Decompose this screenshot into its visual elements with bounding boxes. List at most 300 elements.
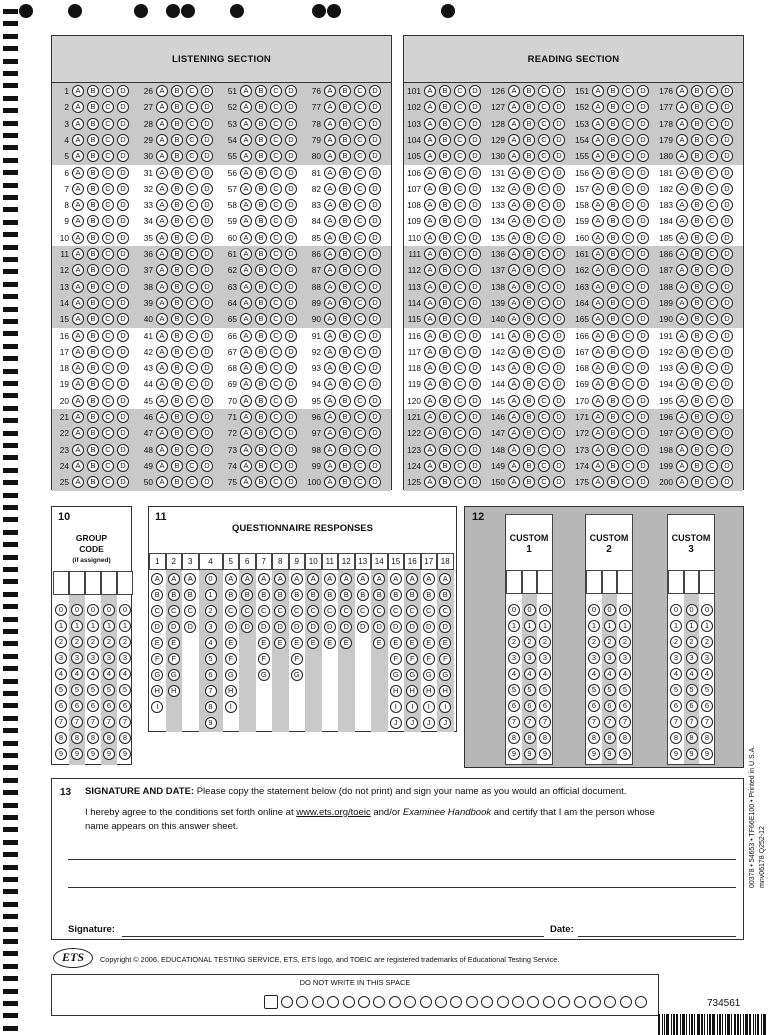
- answer-bubble-c[interactable]: C: [270, 476, 282, 488]
- answer-bubble-d[interactable]: D: [721, 297, 733, 309]
- response-bubble[interactable]: E: [151, 637, 163, 649]
- answer-bubble-a[interactable]: A: [424, 460, 436, 472]
- answer-bubble-a[interactable]: A: [676, 150, 688, 162]
- answer-bubble-a[interactable]: A: [592, 101, 604, 113]
- response-bubble[interactable]: C: [439, 605, 451, 617]
- response-bubble[interactable]: C: [340, 605, 352, 617]
- code-digit-bubble[interactable]: 1: [55, 620, 67, 632]
- answer-bubble-a[interactable]: A: [156, 264, 168, 276]
- answer-bubble-b[interactable]: B: [339, 150, 351, 162]
- answer-bubble-c[interactable]: C: [706, 232, 718, 244]
- answer-bubble-c[interactable]: C: [622, 118, 634, 130]
- custom-digit-bubble[interactable]: 5: [588, 684, 600, 696]
- response-bubble[interactable]: E: [373, 637, 385, 649]
- answer-bubble-c[interactable]: C: [102, 411, 114, 423]
- answer-bubble-c[interactable]: C: [538, 118, 550, 130]
- answer-bubble-c[interactable]: C: [622, 427, 634, 439]
- code-digit-bubble[interactable]: 4: [87, 668, 99, 680]
- custom-digit-bubble[interactable]: 7: [604, 716, 616, 728]
- custom-digit-bubble[interactable]: 2: [508, 636, 520, 648]
- answer-bubble-c[interactable]: C: [102, 395, 114, 407]
- answer-bubble-b[interactable]: B: [691, 346, 703, 358]
- response-bubble[interactable]: B: [225, 589, 237, 601]
- answer-bubble-d[interactable]: D: [553, 281, 565, 293]
- answer-bubble-b[interactable]: B: [87, 85, 99, 97]
- answer-bubble-a[interactable]: A: [240, 460, 252, 472]
- answer-bubble-b[interactable]: B: [339, 281, 351, 293]
- response-bubble[interactable]: F: [406, 653, 418, 665]
- answer-bubble-d[interactable]: D: [201, 215, 213, 227]
- answer-bubble-a[interactable]: A: [508, 346, 520, 358]
- answer-bubble-d[interactable]: D: [201, 264, 213, 276]
- answer-bubble-a[interactable]: A: [508, 118, 520, 130]
- response-bubble[interactable]: A: [307, 573, 319, 585]
- answer-bubble-a[interactable]: A: [324, 215, 336, 227]
- answer-bubble-d[interactable]: D: [721, 134, 733, 146]
- answer-bubble-a[interactable]: A: [424, 264, 436, 276]
- answer-bubble-c[interactable]: C: [186, 281, 198, 293]
- answer-bubble-d[interactable]: D: [117, 411, 129, 423]
- answer-bubble-c[interactable]: C: [454, 444, 466, 456]
- answer-bubble-d[interactable]: D: [201, 167, 213, 179]
- answer-bubble-b[interactable]: B: [339, 411, 351, 423]
- answer-bubble-d[interactable]: D: [117, 427, 129, 439]
- answer-bubble-a[interactable]: A: [72, 150, 84, 162]
- answer-bubble-d[interactable]: D: [285, 199, 297, 211]
- answer-bubble-c[interactable]: C: [270, 411, 282, 423]
- answer-bubble-c[interactable]: C: [102, 85, 114, 97]
- custom-digit-bubble[interactable]: 8: [701, 732, 713, 744]
- custom-digit-bubble[interactable]: 8: [524, 732, 536, 744]
- answer-bubble-b[interactable]: B: [255, 248, 267, 260]
- answer-bubble-c[interactable]: C: [186, 183, 198, 195]
- answer-bubble-d[interactable]: D: [117, 313, 129, 325]
- answer-bubble-c[interactable]: C: [538, 313, 550, 325]
- answer-bubble-a[interactable]: A: [240, 444, 252, 456]
- answer-bubble-b[interactable]: B: [87, 199, 99, 211]
- answer-bubble-d[interactable]: D: [637, 362, 649, 374]
- answer-bubble-b[interactable]: B: [691, 199, 703, 211]
- answer-bubble-c[interactable]: C: [270, 362, 282, 374]
- response-bubble[interactable]: J: [390, 717, 402, 729]
- answer-bubble-a[interactable]: A: [676, 183, 688, 195]
- answer-bubble-a[interactable]: A: [324, 313, 336, 325]
- answer-bubble-b[interactable]: B: [691, 444, 703, 456]
- answer-bubble-d[interactable]: D: [553, 85, 565, 97]
- code-digit-bubble[interactable]: 0: [103, 604, 115, 616]
- answer-bubble-d[interactable]: D: [637, 248, 649, 260]
- custom-digit-bubble[interactable]: 2: [701, 636, 713, 648]
- code-digit-bubble[interactable]: 9: [103, 748, 115, 760]
- answer-bubble-c[interactable]: C: [706, 378, 718, 390]
- answer-bubble-a[interactable]: A: [324, 444, 336, 456]
- answer-bubble-b[interactable]: B: [523, 199, 535, 211]
- answer-bubble-c[interactable]: C: [102, 167, 114, 179]
- response-bubble[interactable]: C: [357, 605, 369, 617]
- answer-bubble-c[interactable]: C: [354, 167, 366, 179]
- response-bubble[interactable]: C: [373, 605, 385, 617]
- answer-bubble-a[interactable]: A: [592, 444, 604, 456]
- answer-bubble-d[interactable]: D: [201, 330, 213, 342]
- answer-bubble-c[interactable]: C: [454, 101, 466, 113]
- response-bubble[interactable]: B: [439, 589, 451, 601]
- answer-bubble-b[interactable]: B: [255, 395, 267, 407]
- answer-bubble-b[interactable]: B: [523, 411, 535, 423]
- custom-digit-bubble[interactable]: 5: [686, 684, 698, 696]
- answer-bubble-a[interactable]: A: [240, 330, 252, 342]
- answer-bubble-d[interactable]: D: [369, 378, 381, 390]
- custom-digit-bubble[interactable]: 6: [701, 700, 713, 712]
- custom-digit-bubble[interactable]: 9: [524, 748, 536, 760]
- answer-bubble-b[interactable]: B: [255, 378, 267, 390]
- answer-bubble-d[interactable]: D: [369, 101, 381, 113]
- answer-bubble-b[interactable]: B: [339, 101, 351, 113]
- answer-bubble-c[interactable]: C: [538, 264, 550, 276]
- copy-line-2[interactable]: [68, 887, 736, 888]
- answer-bubble-b[interactable]: B: [87, 248, 99, 260]
- custom-digit-bubble[interactable]: 1: [539, 620, 551, 632]
- answer-bubble-d[interactable]: D: [117, 476, 129, 488]
- answer-bubble-a[interactable]: A: [508, 150, 520, 162]
- answer-bubble-d[interactable]: D: [369, 476, 381, 488]
- response-bubble[interactable]: D: [324, 621, 336, 633]
- answer-bubble-d[interactable]: D: [637, 476, 649, 488]
- answer-bubble-d[interactable]: D: [469, 444, 481, 456]
- answer-bubble-a[interactable]: A: [676, 346, 688, 358]
- answer-bubble-b[interactable]: B: [523, 281, 535, 293]
- answer-bubble-c[interactable]: C: [706, 281, 718, 293]
- answer-bubble-b[interactable]: B: [339, 167, 351, 179]
- answer-bubble-a[interactable]: A: [592, 134, 604, 146]
- answer-bubble-c[interactable]: C: [186, 215, 198, 227]
- answer-bubble-b[interactable]: B: [439, 101, 451, 113]
- response-bubble[interactable]: E: [324, 637, 336, 649]
- custom-digit-bubble[interactable]: 3: [604, 652, 616, 664]
- answer-bubble-b[interactable]: B: [607, 395, 619, 407]
- code-digit-bubble[interactable]: 1: [103, 620, 115, 632]
- answer-bubble-c[interactable]: C: [538, 378, 550, 390]
- answer-bubble-b[interactable]: B: [439, 378, 451, 390]
- answer-bubble-c[interactable]: C: [186, 118, 198, 130]
- answer-bubble-c[interactable]: C: [706, 264, 718, 276]
- custom-digit-bubble[interactable]: 4: [701, 668, 713, 680]
- answer-bubble-c[interactable]: C: [270, 444, 282, 456]
- answer-bubble-d[interactable]: D: [369, 281, 381, 293]
- response-bubble[interactable]: E: [439, 637, 451, 649]
- response-bubble[interactable]: F: [168, 653, 180, 665]
- custom-digit-bubble[interactable]: 4: [670, 668, 682, 680]
- response-bubble[interactable]: H: [168, 685, 180, 697]
- answer-bubble-d[interactable]: D: [637, 167, 649, 179]
- answer-bubble-d[interactable]: D: [469, 395, 481, 407]
- custom-digit-bubble[interactable]: 9: [686, 748, 698, 760]
- answer-bubble-c[interactable]: C: [706, 297, 718, 309]
- answer-bubble-b[interactable]: B: [255, 101, 267, 113]
- answer-bubble-d[interactable]: D: [553, 150, 565, 162]
- response-bubble[interactable]: A: [291, 573, 303, 585]
- answer-bubble-c[interactable]: C: [102, 378, 114, 390]
- answer-bubble-c[interactable]: C: [270, 281, 282, 293]
- answer-bubble-c[interactable]: C: [186, 395, 198, 407]
- answer-bubble-d[interactable]: D: [721, 183, 733, 195]
- answer-bubble-b[interactable]: B: [339, 346, 351, 358]
- answer-bubble-b[interactable]: B: [255, 297, 267, 309]
- answer-bubble-a[interactable]: A: [424, 362, 436, 374]
- answer-bubble-b[interactable]: B: [339, 378, 351, 390]
- custom-digit-bubble[interactable]: 0: [701, 604, 713, 616]
- answer-bubble-c[interactable]: C: [186, 167, 198, 179]
- answer-bubble-c[interactable]: C: [270, 378, 282, 390]
- answer-bubble-d[interactable]: D: [201, 150, 213, 162]
- response-bubble[interactable]: C: [225, 605, 237, 617]
- answer-bubble-a[interactable]: A: [592, 297, 604, 309]
- answer-bubble-b[interactable]: B: [339, 134, 351, 146]
- answer-bubble-a[interactable]: A: [324, 183, 336, 195]
- answer-bubble-b[interactable]: B: [691, 232, 703, 244]
- answer-bubble-c[interactable]: C: [454, 232, 466, 244]
- answer-bubble-a[interactable]: A: [72, 330, 84, 342]
- answer-bubble-b[interactable]: B: [255, 118, 267, 130]
- answer-bubble-b[interactable]: B: [171, 264, 183, 276]
- answer-bubble-a[interactable]: A: [324, 395, 336, 407]
- response-bubble[interactable]: 8: [205, 701, 217, 713]
- answer-bubble-b[interactable]: B: [523, 232, 535, 244]
- answer-bubble-a[interactable]: A: [424, 199, 436, 211]
- answer-bubble-b[interactable]: B: [607, 460, 619, 472]
- answer-bubble-b[interactable]: B: [171, 362, 183, 374]
- custom-digit-bubble[interactable]: 7: [701, 716, 713, 728]
- answer-bubble-d[interactable]: D: [469, 476, 481, 488]
- answer-bubble-d[interactable]: D: [553, 427, 565, 439]
- answer-bubble-d[interactable]: D: [469, 232, 481, 244]
- answer-bubble-b[interactable]: B: [255, 427, 267, 439]
- answer-bubble-d[interactable]: D: [201, 444, 213, 456]
- custom-digit-bubble[interactable]: 3: [619, 652, 631, 664]
- custom-digit-bubble[interactable]: 1: [508, 620, 520, 632]
- answer-bubble-d[interactable]: D: [553, 297, 565, 309]
- response-bubble[interactable]: A: [168, 573, 180, 585]
- answer-bubble-c[interactable]: C: [354, 362, 366, 374]
- code-digit-bubble[interactable]: 0: [55, 604, 67, 616]
- response-bubble[interactable]: B: [151, 589, 163, 601]
- custom-digit-bubble[interactable]: 8: [686, 732, 698, 744]
- response-bubble[interactable]: C: [291, 605, 303, 617]
- answer-bubble-c[interactable]: C: [354, 378, 366, 390]
- answer-bubble-c[interactable]: C: [354, 297, 366, 309]
- answer-bubble-c[interactable]: C: [454, 330, 466, 342]
- response-bubble[interactable]: H: [406, 685, 418, 697]
- response-bubble[interactable]: A: [390, 573, 402, 585]
- answer-bubble-d[interactable]: D: [285, 215, 297, 227]
- answer-bubble-c[interactable]: C: [454, 215, 466, 227]
- code-digit-bubble[interactable]: 6: [71, 700, 83, 712]
- answer-bubble-b[interactable]: B: [255, 444, 267, 456]
- answer-bubble-a[interactable]: A: [508, 476, 520, 488]
- answer-bubble-c[interactable]: C: [186, 134, 198, 146]
- answer-bubble-b[interactable]: B: [607, 264, 619, 276]
- answer-bubble-b[interactable]: B: [691, 134, 703, 146]
- answer-bubble-c[interactable]: C: [186, 460, 198, 472]
- answer-bubble-c[interactable]: C: [270, 134, 282, 146]
- answer-bubble-c[interactable]: C: [354, 101, 366, 113]
- answer-bubble-b[interactable]: B: [523, 183, 535, 195]
- code-digit-bubble[interactable]: 5: [55, 684, 67, 696]
- custom-digit-bubble[interactable]: 8: [588, 732, 600, 744]
- custom-digit-bubble[interactable]: 4: [619, 668, 631, 680]
- code-digit-bubble[interactable]: 3: [71, 652, 83, 664]
- code-digit-bubble[interactable]: 2: [55, 636, 67, 648]
- answer-bubble-a[interactable]: A: [424, 215, 436, 227]
- answer-bubble-c[interactable]: C: [538, 167, 550, 179]
- answer-bubble-a[interactable]: A: [424, 248, 436, 260]
- response-bubble[interactable]: B: [373, 589, 385, 601]
- answer-bubble-d[interactable]: D: [469, 297, 481, 309]
- answer-bubble-c[interactable]: C: [354, 215, 366, 227]
- response-bubble[interactable]: D: [390, 621, 402, 633]
- answer-bubble-b[interactable]: B: [439, 330, 451, 342]
- answer-bubble-a[interactable]: A: [592, 411, 604, 423]
- answer-bubble-d[interactable]: D: [721, 427, 733, 439]
- answer-bubble-d[interactable]: D: [721, 232, 733, 244]
- answer-bubble-a[interactable]: A: [72, 215, 84, 227]
- response-bubble[interactable]: D: [373, 621, 385, 633]
- answer-bubble-a[interactable]: A: [676, 281, 688, 293]
- answer-bubble-b[interactable]: B: [523, 346, 535, 358]
- answer-bubble-d[interactable]: D: [469, 85, 481, 97]
- answer-bubble-d[interactable]: D: [285, 150, 297, 162]
- answer-bubble-b[interactable]: B: [691, 150, 703, 162]
- code-digit-bubble[interactable]: 8: [55, 732, 67, 744]
- answer-bubble-b[interactable]: B: [255, 330, 267, 342]
- code-digit-bubble[interactable]: 0: [119, 604, 131, 616]
- custom-entry-box[interactable]: [602, 570, 618, 594]
- answer-bubble-d[interactable]: D: [721, 395, 733, 407]
- answer-bubble-c[interactable]: C: [102, 101, 114, 113]
- answer-bubble-b[interactable]: B: [339, 362, 351, 374]
- answer-bubble-d[interactable]: D: [117, 215, 129, 227]
- code-digit-bubble[interactable]: 2: [71, 636, 83, 648]
- answer-bubble-c[interactable]: C: [454, 378, 466, 390]
- code-digit-bubble[interactable]: 9: [119, 748, 131, 760]
- answer-bubble-c[interactable]: C: [454, 183, 466, 195]
- response-bubble[interactable]: G: [291, 669, 303, 681]
- answer-bubble-b[interactable]: B: [255, 460, 267, 472]
- answer-bubble-d[interactable]: D: [469, 330, 481, 342]
- answer-bubble-c[interactable]: C: [622, 85, 634, 97]
- code-digit-bubble[interactable]: 7: [55, 716, 67, 728]
- custom-digit-bubble[interactable]: 9: [701, 748, 713, 760]
- answer-bubble-d[interactable]: D: [553, 444, 565, 456]
- answer-bubble-a[interactable]: A: [156, 395, 168, 407]
- answer-bubble-c[interactable]: C: [706, 330, 718, 342]
- answer-bubble-c[interactable]: C: [622, 134, 634, 146]
- answer-bubble-a[interactable]: A: [508, 395, 520, 407]
- answer-bubble-a[interactable]: A: [240, 183, 252, 195]
- answer-bubble-b[interactable]: B: [171, 330, 183, 342]
- response-bubble[interactable]: 7: [205, 685, 217, 697]
- answer-bubble-d[interactable]: D: [117, 183, 129, 195]
- answer-bubble-d[interactable]: D: [285, 118, 297, 130]
- answer-bubble-c[interactable]: C: [622, 248, 634, 260]
- answer-bubble-b[interactable]: B: [691, 476, 703, 488]
- custom-entry-box[interactable]: [684, 570, 700, 594]
- answer-bubble-d[interactable]: D: [721, 411, 733, 423]
- response-bubble[interactable]: C: [406, 605, 418, 617]
- answer-bubble-d[interactable]: D: [637, 313, 649, 325]
- answer-bubble-a[interactable]: A: [72, 264, 84, 276]
- response-bubble[interactable]: B: [324, 589, 336, 601]
- answer-bubble-c[interactable]: C: [354, 134, 366, 146]
- answer-bubble-d[interactable]: D: [117, 264, 129, 276]
- answer-bubble-c[interactable]: C: [454, 395, 466, 407]
- answer-bubble-d[interactable]: D: [369, 232, 381, 244]
- answer-bubble-a[interactable]: A: [676, 460, 688, 472]
- answer-bubble-d[interactable]: D: [553, 232, 565, 244]
- answer-bubble-c[interactable]: C: [354, 183, 366, 195]
- code-digit-bubble[interactable]: 1: [119, 620, 131, 632]
- answer-bubble-c[interactable]: C: [102, 297, 114, 309]
- answer-bubble-d[interactable]: D: [201, 362, 213, 374]
- answer-bubble-c[interactable]: C: [186, 101, 198, 113]
- custom-digit-bubble[interactable]: 5: [524, 684, 536, 696]
- custom-digit-bubble[interactable]: 8: [619, 732, 631, 744]
- custom-digit-bubble[interactable]: 1: [686, 620, 698, 632]
- response-bubble[interactable]: C: [151, 605, 163, 617]
- answer-bubble-c[interactable]: C: [270, 215, 282, 227]
- copy-line-1[interactable]: [68, 859, 736, 860]
- answer-bubble-d[interactable]: D: [637, 264, 649, 276]
- answer-bubble-c[interactable]: C: [706, 362, 718, 374]
- answer-bubble-c[interactable]: C: [538, 215, 550, 227]
- answer-bubble-b[interactable]: B: [607, 411, 619, 423]
- custom-entry-box[interactable]: [537, 570, 553, 594]
- answer-bubble-b[interactable]: B: [171, 313, 183, 325]
- answer-bubble-a[interactable]: A: [592, 313, 604, 325]
- answer-bubble-c[interactable]: C: [354, 281, 366, 293]
- answer-bubble-c[interactable]: C: [706, 199, 718, 211]
- answer-bubble-c[interactable]: C: [354, 85, 366, 97]
- response-bubble[interactable]: G: [390, 669, 402, 681]
- answer-bubble-c[interactable]: C: [622, 264, 634, 276]
- answer-bubble-b[interactable]: B: [171, 444, 183, 456]
- answer-bubble-a[interactable]: A: [424, 378, 436, 390]
- answer-bubble-d[interactable]: D: [285, 281, 297, 293]
- answer-bubble-d[interactable]: D: [201, 118, 213, 130]
- custom-digit-bubble[interactable]: 4: [539, 668, 551, 680]
- answer-bubble-a[interactable]: A: [156, 199, 168, 211]
- answer-bubble-c[interactable]: C: [622, 313, 634, 325]
- answer-bubble-c[interactable]: C: [538, 427, 550, 439]
- answer-bubble-d[interactable]: D: [369, 150, 381, 162]
- code-digit-bubble[interactable]: 3: [103, 652, 115, 664]
- answer-bubble-c[interactable]: C: [538, 411, 550, 423]
- answer-bubble-b[interactable]: B: [523, 134, 535, 146]
- answer-bubble-a[interactable]: A: [676, 378, 688, 390]
- custom-digit-bubble[interactable]: 0: [524, 604, 536, 616]
- answer-bubble-a[interactable]: A: [676, 264, 688, 276]
- answer-bubble-a[interactable]: A: [72, 248, 84, 260]
- answer-bubble-a[interactable]: A: [592, 167, 604, 179]
- answer-bubble-d[interactable]: D: [117, 395, 129, 407]
- answer-bubble-c[interactable]: C: [270, 183, 282, 195]
- code-digit-bubble[interactable]: 3: [87, 652, 99, 664]
- answer-bubble-b[interactable]: B: [691, 281, 703, 293]
- response-bubble[interactable]: B: [258, 589, 270, 601]
- answer-bubble-d[interactable]: D: [117, 232, 129, 244]
- answer-bubble-b[interactable]: B: [691, 330, 703, 342]
- answer-bubble-c[interactable]: C: [706, 476, 718, 488]
- code-digit-bubble[interactable]: 5: [103, 684, 115, 696]
